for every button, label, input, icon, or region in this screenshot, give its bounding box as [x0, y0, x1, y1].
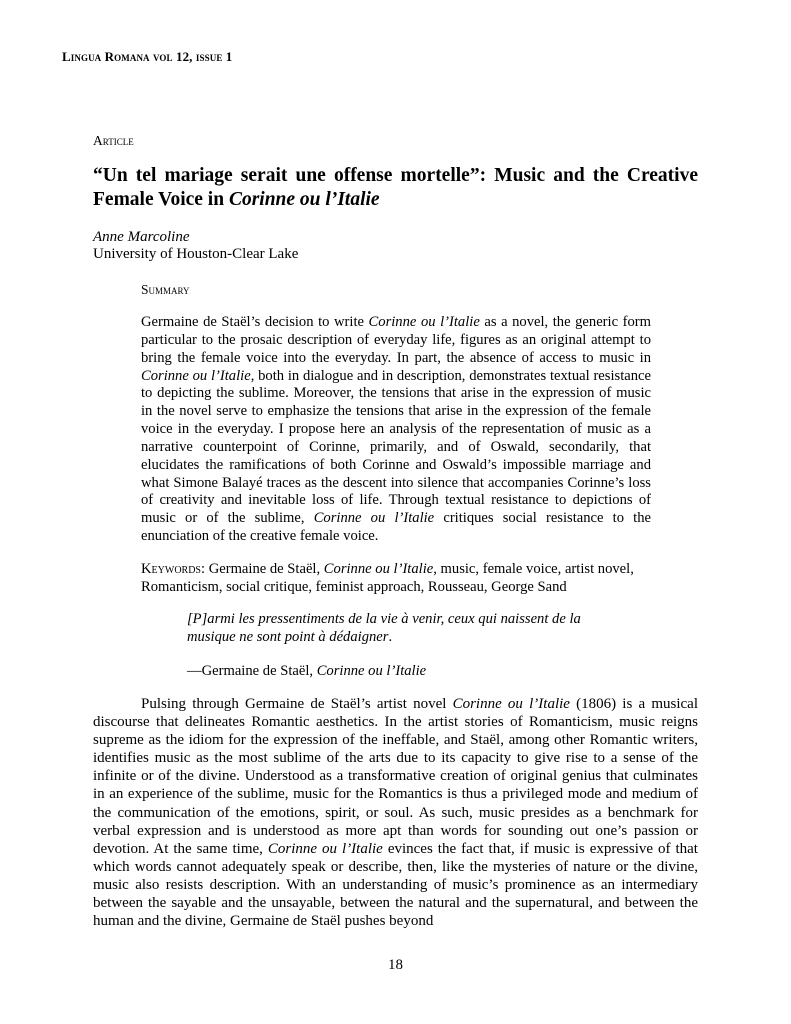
- author-affiliation: University of Houston-Clear Lake: [93, 246, 299, 262]
- summary-label: Summary: [141, 282, 190, 297]
- author-name: Anne Marcoline: [93, 229, 190, 245]
- running-head: Lingua Romana vol 12, issue 1: [62, 49, 233, 64]
- epigraph-quote: [P]armi les pressentiments de la vie à venir, ceux qui naissent de la musique ne sont point à dédaigner.: [187, 611, 581, 645]
- page-number: 18: [388, 957, 403, 973]
- article-label: Article: [93, 133, 134, 148]
- keywords: Keywords: Germaine de Staël, Corinne ou l’Italie, music, female voice, artist novel, Romanticism, social critique, feminist approach, Rousseau, George Sand: [141, 561, 634, 595]
- article-title: “Un tel mariage serait une offense mortelle”: Music and the Creative Female Voice in Corinne ou l’Italie: [93, 165, 698, 210]
- epigraph-attribution: —Germaine de Staël, Corinne ou l’Italie: [187, 663, 427, 679]
- body-paragraph: Pulsing through Germaine de Staël’s artist novel Corinne ou l’Italie (1806) is a musical discourse that delineates Romantic aesthetics. In the artist stories of Romanticism, music reigns supreme as the idiom for the expression of the ineffable, and Staël, among other Romantic writers, identifies music as the most sublime of the arts due to its capacity to give rise to a sense of the infinite or of the divine. Understood as a transformative creation of original genius that culminates in an experience of the sublime, music for the Romantics is thus a privileged mode and medium of the communication of the emotions, spirit, or soul. As such, music presides as a benchmark for verbal expression and is understood as more apt than words for sounding out one’s passion or devotion. At the same time, Corinne ou l’Italie evinces the fact that, if music is expressive of that which words cannot adequately speak or describe, then, like the mysteries of nature or the divine, music also resists description. With an understanding of music’s prominence as an intermediary between the sayable and the unsayable, between the natural and the supernatural, and between the human and the divine, Germaine de Staël pushes beyond: [93, 696, 698, 930]
- abstract-paragraph: Germaine de Staël’s decision to write Corinne ou l’Italie as a novel, the generic form particular to the prosaic description of everyday life, figures as an original attempt to bring the female voice into the everyday. In part, the absence of access to music in Corinne ou l’Italie, both in dialogue and in description, demonstrates textual resistance to depicting the sublime. Moreover, the tensions that arise in the expression of music in the novel serve to emphasize the tensions that arise in the expression of the female voice in the everyday. I propose here an analysis of the representation of music as a narrative counterpoint of Corinne, primarily, and of Oswald, secondarily, that elucidates the ramifications of both Corinne and Oswald’s impossible marriage and what Simone Balayé traces as the descent into silence that accompanies Corinne’s loss of creativity and inevitable loss of life. Through textual resistance to depictions of music or of the sublime, Corinne ou l’Italie critiques social resistance to the enunciation of the creative female voice.: [141, 314, 651, 545]
